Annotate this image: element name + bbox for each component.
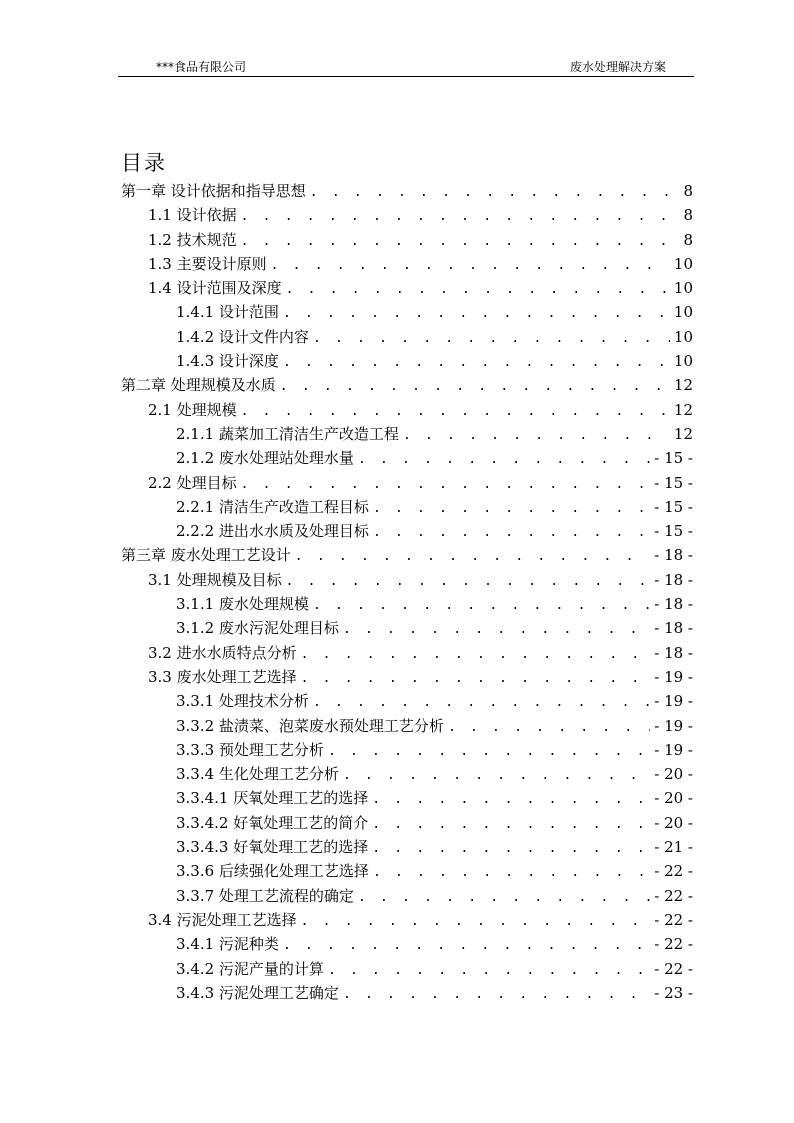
toc-entry[interactable] [121, 593, 693, 617]
toc-entry-page-number: - 15 - [654, 522, 693, 541]
toc-leader-dots [283, 938, 650, 953]
toc-entry[interactable] [121, 472, 693, 496]
toc-entry-label: 1.4.1 设计范围 [176, 303, 279, 322]
toc-entry-page-number: - 22 - [654, 886, 693, 905]
toc-entry[interactable] [121, 569, 693, 593]
toc-entry[interactable] [121, 909, 693, 933]
toc-entry-page-number: - 19 - [654, 692, 693, 711]
toc-leader-dots [343, 622, 650, 637]
toc-leader-dots [343, 768, 650, 783]
toc-entry-page-number: - 22 - [654, 910, 693, 929]
toc-leader-dots [286, 574, 651, 589]
toc-entry[interactable] [121, 253, 693, 277]
toc-entry-page-number: - 20 - [654, 789, 693, 808]
toc-entry[interactable] [121, 204, 693, 228]
toc-entry-page-number: - 22 - [654, 862, 693, 881]
toc-entry-label: 1.3 主要设计原则 [148, 254, 267, 273]
toc-leader-dots [295, 549, 650, 564]
toc-entry-label: 2.2.1 清洁生产改造工程目标 [176, 497, 369, 516]
toc-entry-page-number: - 19 - [654, 716, 693, 735]
toc-entry[interactable] [121, 642, 693, 666]
toc-leader-dots [372, 792, 650, 807]
toc-leader-dots [310, 185, 677, 200]
toc-title: 目录 [121, 151, 167, 175]
toc-leader-dots [358, 452, 650, 467]
toc-entry-label: 2.2.2 进出水水质及处理目标 [176, 522, 369, 541]
toc-entry-page-number: - 18 - [654, 619, 693, 638]
toc-leader-dots [283, 306, 670, 321]
toc-leader-dots [301, 647, 651, 662]
toc-entry-label: 3.4.1 污泥种类 [176, 935, 279, 954]
toc-entry[interactable] [121, 933, 693, 957]
toc-entry[interactable] [121, 229, 693, 253]
toc-entry-page-number: 10 [673, 254, 693, 273]
toc-entry-label: 1.1 设计依据 [148, 206, 237, 225]
toc-entry-page-number: - 18 - [654, 643, 693, 662]
toc-entry-label: 3.3.6 后续强化处理工艺选择 [176, 862, 369, 881]
toc-entry-label: 2.1 处理规模 [148, 400, 237, 419]
toc-entry-label: 第一章 设计依据和指导思想 [121, 182, 306, 200]
toc-entry[interactable] [121, 520, 693, 544]
toc-entry[interactable] [121, 787, 693, 811]
toc-leader-dots [271, 258, 670, 273]
toc-entry[interactable] [121, 447, 693, 471]
toc-entry[interactable] [121, 958, 693, 982]
toc-entry-label: 3.4.3 污泥处理工艺确定 [176, 983, 339, 1002]
toc-entry-label: 3.3.4 生化处理工艺分析 [176, 765, 339, 784]
toc-entry[interactable] [121, 617, 693, 641]
toc-leader-dots [241, 209, 677, 224]
toc-leader-dots [372, 841, 650, 856]
toc-entry-label: 1.4.2 设计文件内容 [176, 327, 309, 346]
toc-entry-page-number: - 15 - [654, 473, 693, 492]
toc-leader-dots [241, 404, 670, 419]
toc-entry[interactable] [121, 374, 693, 398]
toc-leader-dots [372, 817, 650, 832]
toc-entry-label: 3.3.4.1 厌氧处理工艺的选择 [176, 789, 369, 808]
toc-leader-dots [373, 865, 650, 880]
toc-entry-label: 3.3.3 预处理工艺分析 [176, 740, 324, 759]
company-name: ***食品有限公司 [156, 60, 247, 74]
toc-entry-page-number: - 22 - [654, 959, 693, 978]
toc-entry-page-number: - 18 - [654, 546, 693, 565]
toc-entry-page-number: 12 [673, 400, 693, 419]
toc-entry[interactable] [121, 326, 693, 350]
toc-entry-page-number: 10 [673, 303, 693, 322]
toc-entry-label: 2.1.2 废水处理站处理水量 [176, 449, 354, 468]
table-of-contents [121, 180, 693, 1006]
toc-entry[interactable] [121, 180, 693, 204]
toc-leader-dots [313, 695, 650, 710]
toc-entry[interactable] [121, 812, 693, 836]
toc-entry-label: 第三章 废水处理工艺设计 [121, 546, 291, 565]
document-title: 废水处理解决方案 [569, 60, 666, 74]
toc-leader-dots [241, 477, 651, 492]
toc-entry-page-number: 8 [683, 230, 693, 249]
toc-entry-page-number: - 15 - [654, 497, 693, 516]
toc-entry-label: 3.3 废水处理工艺选择 [148, 667, 297, 686]
toc-entry-page-number: 10 [673, 279, 693, 298]
toc-entry-page-number: 8 [683, 182, 693, 200]
toc-entry[interactable] [121, 982, 693, 1006]
toc-entry[interactable] [121, 277, 693, 301]
toc-leader-dots [403, 428, 670, 443]
toc-leader-dots [301, 671, 651, 686]
toc-entry-label: 3.4 污泥处理工艺选择 [148, 910, 297, 929]
toc-leader-dots [241, 234, 677, 249]
page-header [118, 56, 694, 77]
toc-entry-page-number: 12 [673, 424, 693, 443]
toc-entry-label: 3.3.1 处理技术分析 [176, 692, 309, 711]
toc-leader-dots [343, 987, 650, 1002]
toc-entry-page-number: - 18 - [654, 595, 693, 614]
toc-entry-label: 1.4.3 设计深度 [176, 352, 279, 371]
toc-entry-label: 1.2 技术规范 [148, 230, 237, 249]
toc-entry[interactable] [121, 423, 693, 447]
toc-entry-page-number: 10 [673, 327, 693, 346]
toc-entry-label: 1.4 设计范围及深度 [148, 279, 282, 298]
toc-entry[interactable] [121, 739, 693, 763]
toc-leader-dots [328, 963, 650, 978]
toc-leader-dots [286, 282, 670, 297]
toc-entry[interactable] [121, 350, 693, 374]
toc-entry[interactable] [121, 690, 693, 714]
toc-entry-label: 3.3.4.2 好氧处理工艺的简介 [176, 813, 369, 832]
toc-entry-page-number: - 23 - [654, 983, 693, 1002]
toc-entry[interactable] [121, 544, 693, 568]
toc-entry[interactable] [121, 836, 693, 860]
toc-entry-label: 3.1.1 废水处理规模 [176, 595, 309, 614]
toc-entry[interactable] [121, 301, 693, 325]
toc-leader-dots [373, 525, 650, 540]
toc-entry-label: 第二章 处理规模及水质 [121, 376, 276, 395]
toc-entry-label: 3.3.7 处理工艺流程的确定 [176, 886, 354, 905]
toc-entry-label: 3.3.4.3 好氧处理工艺的选择 [176, 838, 369, 857]
toc-entry-page-number: - 15 - [654, 449, 693, 468]
toc-entry-page-number: - 21 - [654, 838, 693, 857]
toc-entry-page-number: 10 [673, 352, 693, 371]
toc-leader-dots [358, 890, 650, 905]
toc-entry[interactable] [121, 885, 693, 909]
toc-entry-label: 3.1.2 废水污泥处理目标 [176, 619, 339, 638]
toc-entry-label: 3.1 处理规模及目标 [148, 570, 282, 589]
toc-entry-label: 2.1.1 蔬菜加工清洁生产改造工程 [176, 424, 399, 443]
toc-entry[interactable] [121, 399, 693, 423]
toc-entry[interactable] [121, 860, 693, 884]
toc-entry[interactable] [121, 496, 693, 520]
toc-entry-page-number: - 22 - [654, 935, 693, 954]
toc-entry[interactable] [121, 715, 693, 739]
toc-leader-dots [373, 501, 650, 516]
toc-leader-dots [448, 720, 650, 735]
toc-leader-dots [280, 379, 670, 394]
toc-entry[interactable] [121, 763, 693, 787]
toc-entry-page-number: - 19 - [654, 667, 693, 686]
toc-entry-page-number: 12 [673, 376, 693, 395]
toc-leader-dots [313, 598, 650, 613]
toc-entry-label: 3.3.2 盐渍菜、泡菜废水预处理工艺分析 [176, 716, 444, 735]
toc-entry-page-number: - 19 - [654, 740, 693, 759]
toc-entry[interactable] [121, 666, 693, 690]
toc-entry-label: 2.2 处理目标 [148, 473, 237, 492]
toc-entry-label: 3.2 进水水质特点分析 [148, 643, 297, 662]
toc-leader-dots [328, 744, 650, 759]
toc-leader-dots [301, 914, 651, 929]
toc-entry-page-number: 8 [683, 206, 693, 225]
toc-entry-page-number: - 18 - [654, 570, 693, 589]
toc-entry-page-number: - 20 - [654, 765, 693, 784]
toc-entry-page-number: - 20 - [654, 813, 693, 832]
toc-leader-dots [313, 331, 670, 346]
toc-leader-dots [283, 355, 670, 370]
toc-entry-label: 3.4.2 污泥产量的计算 [176, 959, 324, 978]
